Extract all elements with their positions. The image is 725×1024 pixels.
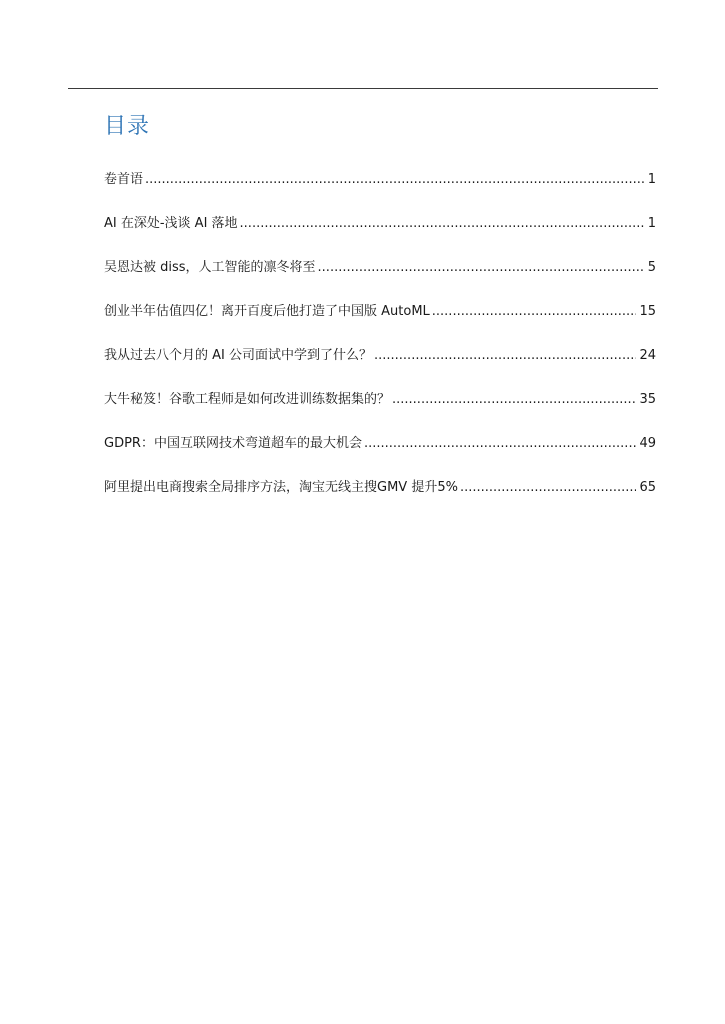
toc-title: 目录 [104,114,151,139]
toc-entry-title: 吴恩达被 diss，人工智能的凛冬将至 [104,260,316,275]
toc-entry[interactable] [104,342,656,386]
toc-page-number: 1 [647,172,656,187]
toc-entry-title: 大牛秘笈！谷歌工程师是如何改进训练数据集的？ [104,392,391,407]
toc-dot-leader [240,210,645,238]
toc-entry-title: 我从过去八个月的 AI 公司面试中学到了什么？ [104,348,372,363]
toc-page-number: 35 [639,392,656,407]
toc-entry[interactable] [104,298,656,342]
toc-dot-leader [318,254,645,282]
toc-entry[interactable] [104,386,656,430]
toc-entry-title: 阿里提出电商搜索全局排序方法，淘宝无线主搜GMV 提升5% [104,480,458,495]
toc-dot-leader [392,386,636,414]
toc-dot-leader [364,430,636,458]
toc-entry-title: AI 在深处-浅谈 AI 落地 [104,216,238,231]
toc-entry-title: GDPR：中国互联网技术弯道超车的最大机会 [104,436,362,451]
toc-page-number: 65 [639,480,656,495]
toc-entry-title: 卷首语 [104,172,144,187]
toc-entry[interactable] [104,430,656,474]
header-rule [68,88,658,89]
toc-entry[interactable] [104,254,656,298]
toc-entry-title: 创业半年估值四亿！离开百度后他打造了中国版 AutoML [104,304,430,319]
toc-page-number: 5 [647,260,656,275]
toc-list [104,166,656,518]
toc-dot-leader [460,474,637,502]
toc-page-number: 15 [639,304,656,319]
toc-entry[interactable] [104,210,656,254]
toc-entry[interactable] [104,166,656,210]
toc-page-number: 24 [639,348,656,363]
toc-page-number: 49 [639,436,656,451]
toc-dot-leader [145,166,645,194]
toc-dot-leader [374,342,636,370]
toc-dot-leader [432,298,637,326]
toc-entry[interactable] [104,474,656,518]
toc-page-number: 1 [647,216,656,231]
